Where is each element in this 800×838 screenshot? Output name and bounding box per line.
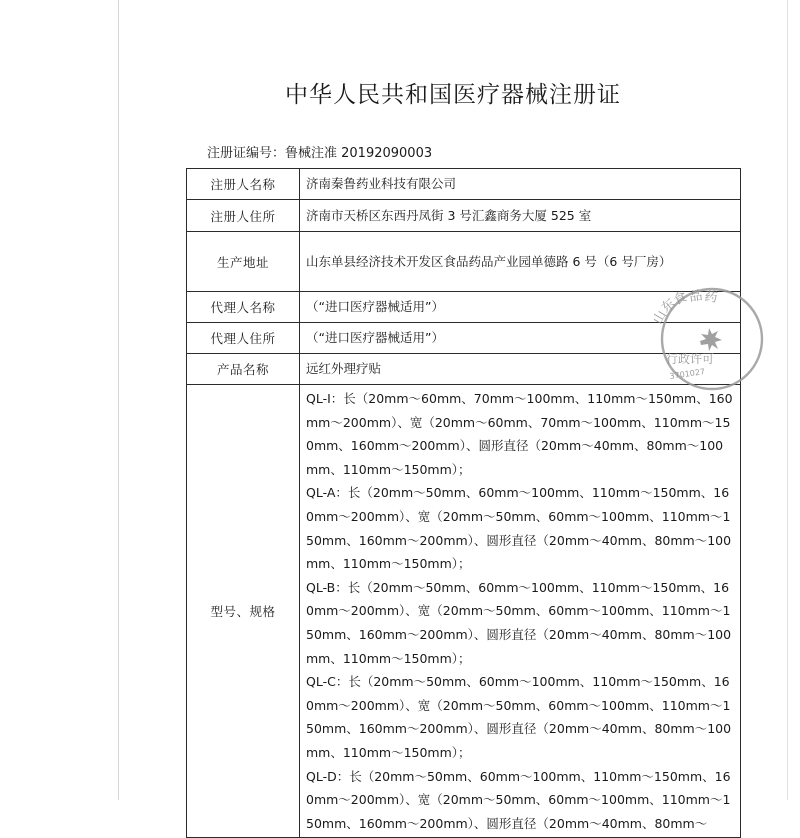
row-label: 生产地址 <box>187 232 300 292</box>
row-value: （“进口医疗器械适用”） <box>300 323 741 354</box>
spec-text: QL-I：长（20mm～60mm、70mm～100mm、110mm～150mm、160mm～200mm）、宽（20mm～60mm、70mm～100mm、110mm～150mm、160mm～200mm）、圆形直径（20mm～40mm、80mm～100mm、110mm～150mm）； QL-A：长（20mm～50mm、60mm～100mm、110mm～150mm、160mm～200mm）、宽（20mm～50mm、60mm～100mm、110mm～150mm、160mm～200mm）、圆形直径（20mm～40mm、80mm～100mm、110mm～150mm）； QL-B：长（20mm～50mm、60mm～100mm、110mm～150mm、160mm～200mm）、宽（20mm～50mm、60mm～100mm、110mm～150mm、160mm～200mm）、圆形直径（20mm～40mm、80mm～100mm、110mm～150mm）； QL-C：长（20mm～50mm、60mm～100mm、110mm～150mm、160mm～200mm）、宽（20mm～50mm、60mm～100mm、110mm～150mm、160mm～200mm）、圆形直径（20mm～40mm、80mm～100mm、110mm～150mm）； QL-D：长（20mm～50mm、60mm～100mm、110mm～150mm、160mm～200mm）、宽（20mm～50mm、60mm～100mm、110mm～150mm、160mm～200mm）、圆形直径（20mm～40mm、80mm～ <box>306 391 733 831</box>
certificate-table <box>186 168 741 838</box>
table-row <box>187 169 741 200</box>
row-value: 远红外理疗贴 <box>300 354 741 385</box>
table-row <box>187 232 741 292</box>
row-value: 济南秦鲁药业科技有限公司 <box>300 169 741 200</box>
seal-icon <box>630 285 780 403</box>
svg-text:食: 食 <box>671 289 690 309</box>
svg-text:药: 药 <box>703 289 719 306</box>
table-row <box>187 385 741 838</box>
registration-number: 注册证编号：鲁械注准 20192090003 <box>207 146 433 161</box>
seal-number: 3701027 <box>669 367 706 381</box>
table-row <box>187 200 741 232</box>
row-label: 代理人住所 <box>187 323 300 354</box>
row-value: 山东单县经济技术开发区食品药品产业园单德路 6 号（6 号厂房） <box>300 232 741 292</box>
svg-text:山: 山 <box>650 308 670 327</box>
svg-text:东: 东 <box>658 296 679 317</box>
official-seal <box>630 285 780 403</box>
row-label: 注册人名称 <box>187 169 300 200</box>
svg-text:品: 品 <box>688 288 704 305</box>
row-label: 注册人住所 <box>187 200 300 232</box>
row-label: 型号、规格 <box>187 385 300 838</box>
row-label: 代理人名称 <box>187 292 300 323</box>
row-value <box>300 385 741 838</box>
document-title: 中华人民共和国医疗器械注册证 <box>285 82 621 108</box>
row-value: （“进口医疗器械适用”） <box>300 292 741 323</box>
svg-text:行政许可: 行政许可 <box>666 352 715 366</box>
row-label: 产品名称 <box>187 354 300 385</box>
row-value: 济南市天桥区东西丹凤街 3 号汇鑫商务大厦 525 室 <box>300 200 741 232</box>
